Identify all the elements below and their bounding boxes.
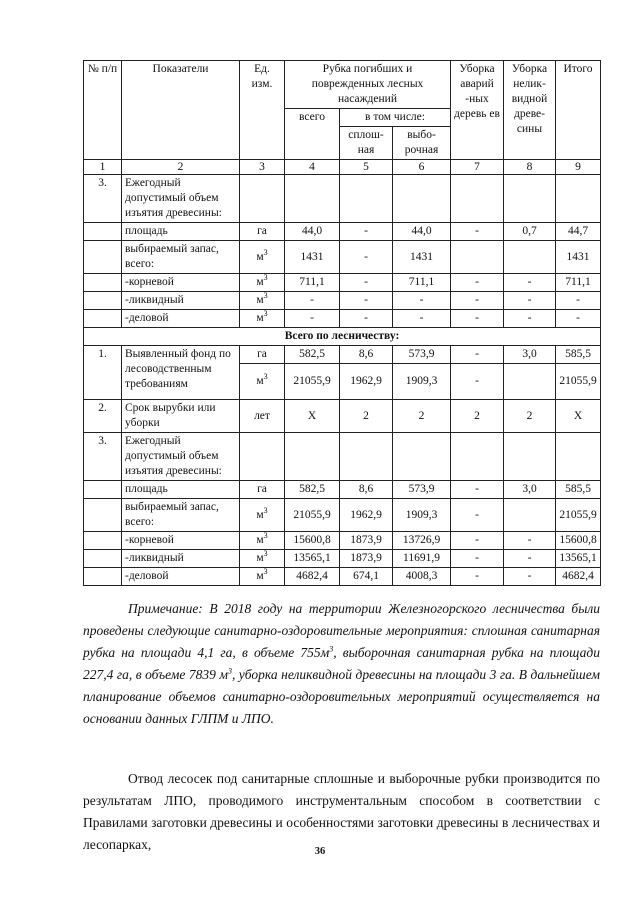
value-cell: - bbox=[451, 223, 504, 241]
col-number: 3 bbox=[240, 160, 285, 175]
value-cell: 585,5 bbox=[556, 481, 601, 499]
note-sup: 3 bbox=[227, 666, 232, 676]
empty-cell bbox=[84, 550, 122, 568]
row-label: -корневой bbox=[122, 532, 240, 550]
value-cell: - bbox=[340, 292, 393, 310]
empty-cell bbox=[340, 433, 393, 481]
value-cell: - bbox=[451, 568, 504, 586]
empty-cell bbox=[556, 175, 601, 223]
value-cell: 1909,3 bbox=[393, 364, 451, 400]
value-cell: 711,1 bbox=[393, 274, 451, 292]
value-cell: 582,5 bbox=[285, 481, 340, 499]
value-cell: 3,0 bbox=[504, 481, 556, 499]
col-number: 4 bbox=[285, 160, 340, 175]
empty-cell bbox=[84, 223, 122, 241]
header-emergency: Уборка аварий -ных деревь ев bbox=[451, 61, 504, 160]
forest-felling-table bbox=[83, 60, 601, 586]
value-cell: 2 bbox=[504, 400, 556, 433]
unit-cell bbox=[240, 568, 285, 586]
table-row bbox=[84, 532, 601, 550]
value-cell: - bbox=[285, 310, 340, 328]
header-dead-felling: Рубка погибших и поврежденных лесных насаждений bbox=[285, 61, 451, 109]
value-cell: - bbox=[285, 292, 340, 310]
empty-cell bbox=[84, 274, 122, 292]
body-paragraph: Отвод лесосек под санитарные сплошные и выборочные рубки производится по результатам ЛПО, проводимого инструментальным способом в соответствии с Правилами заготовки древесины и особенностями заготовки древесины в лесничествах и лесопарках, bbox=[83, 771, 600, 852]
value-cell: - bbox=[340, 274, 393, 292]
table-row bbox=[84, 241, 601, 274]
row-label: Ежегодный допустимый объем изъятия древесины: bbox=[122, 175, 240, 223]
unit-cell bbox=[240, 310, 285, 328]
value-cell: - bbox=[393, 310, 451, 328]
unit-cell bbox=[240, 532, 285, 550]
header-sum: Итого bbox=[556, 61, 601, 160]
value-cell: 585,5 bbox=[556, 346, 601, 364]
unit-text: м bbox=[256, 312, 264, 324]
header-row bbox=[84, 61, 601, 109]
empty-cell bbox=[84, 481, 122, 499]
value-cell: - bbox=[451, 346, 504, 364]
unit-sup: 3 bbox=[263, 505, 268, 515]
note-text: , выборочная санитарная рубка на площади 227,4 га, в объеме 7839 м bbox=[83, 645, 600, 682]
col-number: 1 bbox=[84, 160, 122, 175]
value-cell: - bbox=[340, 241, 393, 274]
unit-cell bbox=[240, 223, 285, 241]
header-num: № п/п bbox=[84, 61, 122, 160]
unit-text: м bbox=[256, 276, 264, 288]
value-cell: - bbox=[504, 532, 556, 550]
value-cell: 15600,8 bbox=[285, 532, 340, 550]
value-cell: 573,9 bbox=[393, 346, 451, 364]
row-num: 3. bbox=[84, 175, 122, 223]
value-cell: 674,1 bbox=[340, 568, 393, 586]
value-cell: - bbox=[451, 310, 504, 328]
row-num: 3. bbox=[84, 433, 122, 481]
unit-sup: 3 bbox=[263, 273, 268, 283]
unit-text: м bbox=[256, 250, 264, 263]
value-cell: 1431 bbox=[393, 241, 451, 274]
value-cell: 8,6 bbox=[340, 481, 393, 499]
value-cell: - bbox=[340, 310, 393, 328]
empty-cell bbox=[240, 175, 285, 223]
value-cell: 1431 bbox=[285, 241, 340, 274]
value-cell: - bbox=[340, 223, 393, 241]
page-number: 36 bbox=[314, 846, 326, 857]
value-cell: 11691,9 bbox=[393, 550, 451, 568]
empty-cell bbox=[84, 241, 122, 274]
unit-text: га bbox=[257, 483, 267, 495]
row-label: Выявленный фонд по лесоводственным требованиям bbox=[122, 346, 240, 400]
value-cell: - bbox=[451, 499, 504, 532]
header-illiquid: Уборка нелик-видной древе-сины bbox=[504, 61, 556, 160]
table-row bbox=[84, 481, 601, 499]
value-cell: 711,1 bbox=[556, 274, 601, 292]
value-cell: 21055,9 bbox=[285, 499, 340, 532]
value-cell: 21055,9 bbox=[556, 499, 601, 532]
value-cell: 1873,9 bbox=[340, 550, 393, 568]
empty-cell bbox=[504, 433, 556, 481]
value-cell: 13565,1 bbox=[285, 550, 340, 568]
row-num: 1. bbox=[84, 346, 122, 400]
value-cell: - bbox=[504, 292, 556, 310]
value-cell: 13726,9 bbox=[393, 532, 451, 550]
unit-text: м bbox=[256, 508, 264, 521]
unit-sup: 3 bbox=[263, 567, 268, 577]
header-clear: сплош-ная bbox=[340, 127, 393, 160]
table-row bbox=[84, 223, 601, 241]
value-cell: 0,7 bbox=[504, 223, 556, 241]
col-number: 9 bbox=[556, 160, 601, 175]
value-cell: - bbox=[556, 292, 601, 310]
value-cell: 2 bbox=[451, 400, 504, 433]
value-cell: 21055,9 bbox=[285, 364, 340, 400]
value-cell: 8,6 bbox=[340, 346, 393, 364]
empty-cell bbox=[285, 433, 340, 481]
note-text: , уборка неликвидной древесины на площади 3 га. В дальнейшем планирование объемов санитарно-оздоровительных мероприятий осуществляется на основании данных ГЛПМ и ЛПО. bbox=[83, 667, 601, 726]
unit-sup: 3 bbox=[263, 372, 268, 382]
row-label: Срок вырубки или уборки bbox=[122, 400, 240, 433]
table-row bbox=[84, 400, 601, 433]
row-label: -ликвидный bbox=[122, 550, 240, 568]
table-row bbox=[84, 346, 601, 364]
value-cell: - bbox=[451, 532, 504, 550]
value-cell: 44,0 bbox=[285, 223, 340, 241]
empty-cell bbox=[240, 433, 285, 481]
value-cell: 1909,3 bbox=[393, 499, 451, 532]
unit-text: м bbox=[256, 534, 264, 546]
block2-rows bbox=[84, 481, 601, 586]
row-label: -деловой bbox=[122, 310, 240, 328]
value-cell: - bbox=[451, 364, 504, 400]
empty-cell bbox=[84, 568, 122, 586]
row-label: Ежегодный допустимый объем изъятия древесины: bbox=[122, 433, 240, 481]
header-indicators: Показатели bbox=[122, 61, 240, 160]
table-row bbox=[84, 499, 601, 532]
value-cell bbox=[451, 241, 504, 274]
value-cell: X bbox=[556, 400, 601, 433]
value-cell: - bbox=[451, 550, 504, 568]
empty-cell bbox=[84, 310, 122, 328]
row-label: площадь bbox=[122, 223, 240, 241]
unit-cell bbox=[240, 481, 285, 499]
empty-cell bbox=[393, 175, 451, 223]
section-title: Всего по лесничеству: bbox=[84, 328, 601, 346]
row-label: -корневой bbox=[122, 274, 240, 292]
unit-sup: 3 bbox=[263, 291, 268, 301]
row-label: -ликвидный bbox=[122, 292, 240, 310]
empty-cell bbox=[451, 433, 504, 481]
header-unit: Ед. изм. bbox=[240, 61, 285, 160]
table-row bbox=[84, 310, 601, 328]
unit-cell bbox=[240, 274, 285, 292]
note-text: Примечание: В 2018 году на территории Железногорского лесничества были проведены следующие санитарно-оздоровительные мероприятия: сплошная санитарная рубка на площади 4,1 га, в объеме 755м bbox=[83, 601, 600, 660]
empty-cell bbox=[393, 433, 451, 481]
value-cell: 15600,8 bbox=[556, 532, 601, 550]
empty-cell bbox=[451, 175, 504, 223]
unit-text: м bbox=[256, 552, 264, 564]
empty-cell bbox=[504, 175, 556, 223]
table-row bbox=[84, 433, 601, 481]
col-number: 2 bbox=[122, 160, 240, 175]
unit-cell bbox=[240, 241, 285, 274]
value-cell: 582,5 bbox=[285, 346, 340, 364]
value-cell: 44,0 bbox=[393, 223, 451, 241]
empty-cell bbox=[84, 532, 122, 550]
row-label: выбираемый запас, всего: bbox=[122, 499, 240, 532]
row-num: 2. bbox=[84, 400, 122, 433]
unit-sup: 3 bbox=[263, 549, 268, 559]
unit-cell bbox=[240, 364, 285, 400]
empty-cell bbox=[556, 433, 601, 481]
empty-cell bbox=[285, 175, 340, 223]
section-row bbox=[84, 328, 601, 346]
value-cell: 44,7 bbox=[556, 223, 601, 241]
value-cell: - bbox=[451, 292, 504, 310]
value-cell: - bbox=[451, 274, 504, 292]
table-note bbox=[83, 598, 600, 730]
col-number: 8 bbox=[504, 160, 556, 175]
value-cell: 1873,9 bbox=[340, 532, 393, 550]
col-number: 5 bbox=[340, 160, 393, 175]
column-number-row bbox=[84, 160, 601, 175]
empty-cell bbox=[340, 175, 393, 223]
table-row bbox=[84, 550, 601, 568]
value-cell: - bbox=[393, 292, 451, 310]
unit-sup: 3 bbox=[263, 531, 268, 541]
value-cell: 2 bbox=[340, 400, 393, 433]
value-cell: X bbox=[285, 400, 340, 433]
value-cell: 1962,9 bbox=[340, 364, 393, 400]
value-cell: - bbox=[504, 274, 556, 292]
note-sup: 3 bbox=[329, 644, 334, 654]
value-cell: 1431 bbox=[556, 241, 601, 274]
value-cell bbox=[504, 364, 556, 400]
value-cell: 3,0 bbox=[504, 346, 556, 364]
unit-text: м bbox=[256, 294, 264, 306]
unit-text: га bbox=[257, 225, 267, 237]
value-cell: 13565,1 bbox=[556, 550, 601, 568]
value-cell: 4682,4 bbox=[285, 568, 340, 586]
value-cell: - bbox=[504, 310, 556, 328]
value-cell: - bbox=[504, 550, 556, 568]
unit-text: м bbox=[256, 570, 264, 582]
row-label: -деловой bbox=[122, 568, 240, 586]
header-total: всего bbox=[285, 109, 340, 160]
value-cell: 2 bbox=[393, 400, 451, 433]
col-number: 7 bbox=[451, 160, 504, 175]
unit-sup: 3 bbox=[263, 247, 268, 257]
table-row bbox=[84, 175, 601, 223]
table-row bbox=[84, 568, 601, 586]
value-cell: - bbox=[556, 310, 601, 328]
block1-rows bbox=[84, 223, 601, 328]
row-label: выбираемый запас, всего: bbox=[122, 241, 240, 274]
unit-sup: 3 bbox=[263, 309, 268, 319]
col-number: 6 bbox=[393, 160, 451, 175]
value-cell: 573,9 bbox=[393, 481, 451, 499]
empty-cell bbox=[84, 499, 122, 532]
unit-cell bbox=[240, 292, 285, 310]
value-cell: 1962,9 bbox=[340, 499, 393, 532]
unit-text: га bbox=[257, 348, 267, 360]
header-including: в том числе: bbox=[340, 109, 451, 127]
table-row bbox=[84, 274, 601, 292]
unit-cell bbox=[240, 499, 285, 532]
value-cell bbox=[504, 499, 556, 532]
value-cell: - bbox=[504, 568, 556, 586]
value-cell: 4008,3 bbox=[393, 568, 451, 586]
unit-cell bbox=[240, 550, 285, 568]
row-label: площадь bbox=[122, 481, 240, 499]
value-cell: 21055,9 bbox=[556, 364, 601, 400]
value-cell: 711,1 bbox=[285, 274, 340, 292]
unit-cell bbox=[240, 346, 285, 364]
unit-cell: лет bbox=[240, 400, 285, 433]
value-cell: - bbox=[451, 481, 504, 499]
table-row bbox=[84, 292, 601, 310]
header-selective: выбо-рочная bbox=[393, 127, 451, 160]
value-cell bbox=[504, 241, 556, 274]
value-cell: 4682,4 bbox=[556, 568, 601, 586]
unit-text: м bbox=[256, 375, 264, 387]
empty-cell bbox=[84, 292, 122, 310]
